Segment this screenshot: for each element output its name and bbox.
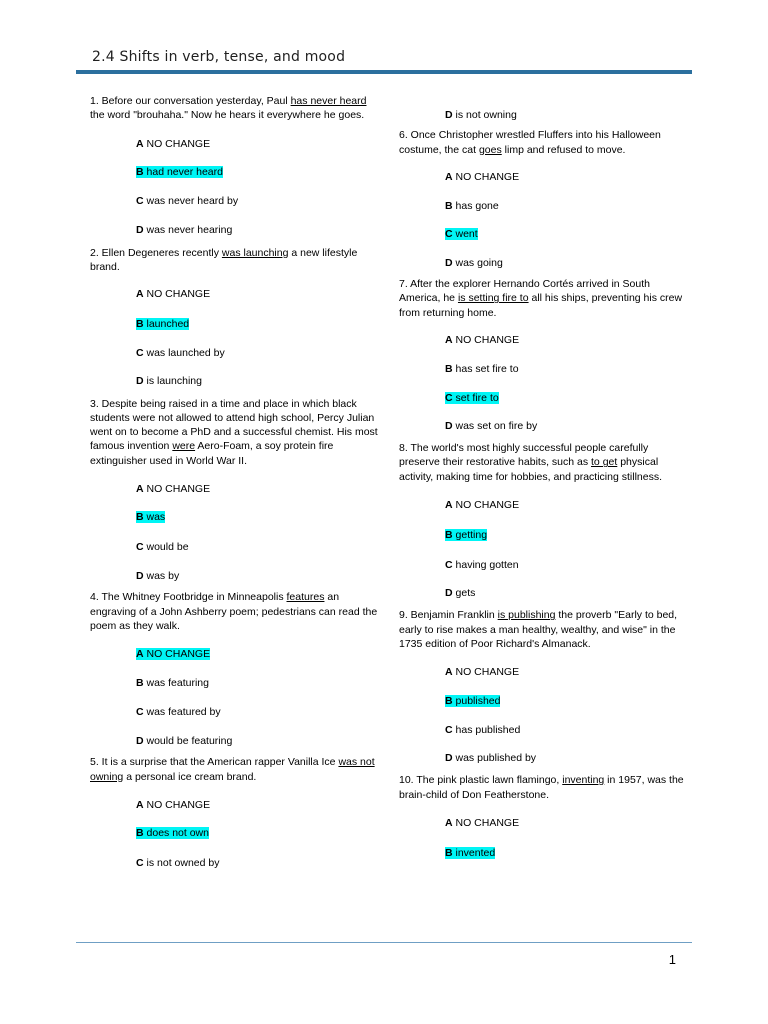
question-5-choice-a[interactable]: A NO CHANGE xyxy=(136,798,211,811)
underlined-phrase: inventing xyxy=(562,774,605,787)
underlined-phrase: was not owning xyxy=(90,756,375,783)
question-6-choice-b[interactable]: B has gone xyxy=(445,200,499,213)
question-4-choice-d[interactable]: D would be featuring xyxy=(136,735,233,748)
answer-highlight: B published xyxy=(445,695,501,708)
page-number: 1 xyxy=(668,952,676,967)
question-6-choice-a[interactable]: A NO CHANGE xyxy=(445,170,520,183)
question-1-choice-c[interactable]: C was never heard by xyxy=(136,195,239,208)
question-2-choice-c[interactable]: C was launched by xyxy=(136,346,225,359)
question-3-choice-d[interactable]: D was by xyxy=(136,569,180,582)
title-rule xyxy=(76,70,692,74)
question-3-choice-b[interactable] xyxy=(90,510,378,524)
question-5-stem: 5. It is a surprise that the American rapper Vanilla Ice was not owning a personal ice cream brand. xyxy=(90,756,375,783)
question-10-choice-a[interactable]: A NO CHANGE xyxy=(445,816,520,829)
question-2-choice-d[interactable]: D is launching xyxy=(136,375,202,388)
question-1-choice-a[interactable]: A NO CHANGE xyxy=(136,137,211,150)
question-8-stem: 8. The world's most highly successful people carefully preserve their restorative habits, such as to get physical activity, making time for hobbies, and practicing stillness. xyxy=(399,442,663,483)
answer-highlight: C set fire to xyxy=(445,391,499,404)
question-5-choice-b[interactable] xyxy=(90,826,378,840)
question-1-choice-d[interactable]: D was never hearing xyxy=(136,224,233,237)
question-4-stem: 4. The Whitney Footbridge in Minneapolis features an engraving of a John Ashberry poem; pedestrians can read the poem as they walk. xyxy=(90,591,378,632)
question-9-choice-d[interactable]: D was published by xyxy=(445,752,537,765)
footer-rule xyxy=(76,942,692,943)
underlined-phrase: features xyxy=(286,591,325,604)
underlined-phrase: has never heard xyxy=(290,95,367,107)
question-7-choice-d[interactable]: D was set on fire by xyxy=(445,419,538,432)
page-title: 2.4 Shifts in verb, tense, and mood xyxy=(92,49,346,65)
question-4-choice-c[interactable]: C was featured by xyxy=(136,705,221,718)
question-7-choice-a[interactable]: A NO CHANGE xyxy=(445,333,520,346)
underlined-phrase: to get xyxy=(591,456,618,469)
question-5-choice-d[interactable]: D is not owning xyxy=(445,109,517,121)
question-8-choice-d[interactable]: D gets xyxy=(445,586,476,599)
answer-highlight: B had never heard xyxy=(136,165,223,178)
question-8-choice-a[interactable]: A NO CHANGE xyxy=(445,499,520,512)
question-2-choice-b[interactable] xyxy=(90,317,378,331)
question-7-choice-c[interactable] xyxy=(399,391,689,405)
question-8-choice-c[interactable]: C having gotten xyxy=(445,558,519,571)
underlined-phrase: was launching xyxy=(221,246,289,259)
answer-highlight: C went xyxy=(445,228,478,241)
question-6-stem: 6. Once Christopher wrestled Fluffers into his Halloween costume, the cat goes limp and refused to move. xyxy=(399,129,661,156)
question-6-choice-c[interactable] xyxy=(399,227,689,241)
question-9-stem: 9. Benjamin Franklin is publishing the proverb "Early to bed, early to rise makes a man healthy, wealthy, and wise" in the 1735 edition of Poor Richard's Almanack. xyxy=(399,609,678,650)
underlined-phrase: goes xyxy=(478,143,502,156)
question-7-choice-b[interactable]: B has set fire to xyxy=(445,363,519,376)
question-6-choice-d[interactable]: D was going xyxy=(445,256,503,269)
question-3-stem: 3. Despite being raised in a time and place in which black students were not allowed to attend high school, Percy Julian went on to become a PhD and a successful chemist. His most famous invention were Aero-Foam, a soy protein fire extinguisher used in World War II. xyxy=(90,397,378,467)
question-8-choice-b[interactable] xyxy=(399,528,689,542)
answer-highlight: A NO CHANGE xyxy=(136,648,211,661)
answer-highlight: B getting xyxy=(445,529,488,542)
question-9-choice-a[interactable]: A NO CHANGE xyxy=(445,666,520,679)
answer-highlight: B does not own xyxy=(136,827,209,840)
question-2-stem: 2. Ellen Degeneres recently was launching a new lifestyle brand. xyxy=(90,246,358,274)
question-9-choice-b[interactable] xyxy=(399,694,689,708)
question-5-choice-c[interactable]: C is not owned by xyxy=(136,856,220,869)
underlined-phrase: is setting fire to xyxy=(457,292,529,305)
question-4-choice-a[interactable] xyxy=(90,647,378,661)
question-3-choice-c[interactable]: C would be xyxy=(136,540,189,553)
question-1-choice-b[interactable] xyxy=(90,165,378,179)
question-2-choice-a[interactable]: A NO CHANGE xyxy=(136,288,211,301)
question-9-choice-c[interactable]: C has published xyxy=(445,723,521,736)
underlined-phrase: is publishing xyxy=(497,609,556,622)
underlined-phrase: were xyxy=(172,440,196,453)
question-10-stem: 10. The pink plastic lawn flamingo, inventing in 1957, was the brain-child of Don Featherstone. xyxy=(399,774,684,801)
answer-highlight: B launched xyxy=(136,317,190,330)
question-3-choice-a[interactable]: A NO CHANGE xyxy=(136,483,211,496)
question-10-choice-b[interactable] xyxy=(399,846,689,860)
answer-highlight: B was xyxy=(136,511,166,524)
right-column xyxy=(399,108,689,861)
left-column xyxy=(90,94,378,870)
answer-highlight: B invented xyxy=(445,847,496,860)
question-1-stem: 1. Before our conversation yesterday, Paul has never heard the word "brouhaha." Now he hears it everywhere he goes. xyxy=(90,95,367,122)
question-7-stem: 7. After the explorer Hernando Cortés arrived in South America, he is setting fire to all his ships, preventing his crew from returning home. xyxy=(399,278,683,319)
question-4-choice-b[interactable]: B was featuring xyxy=(136,677,209,690)
